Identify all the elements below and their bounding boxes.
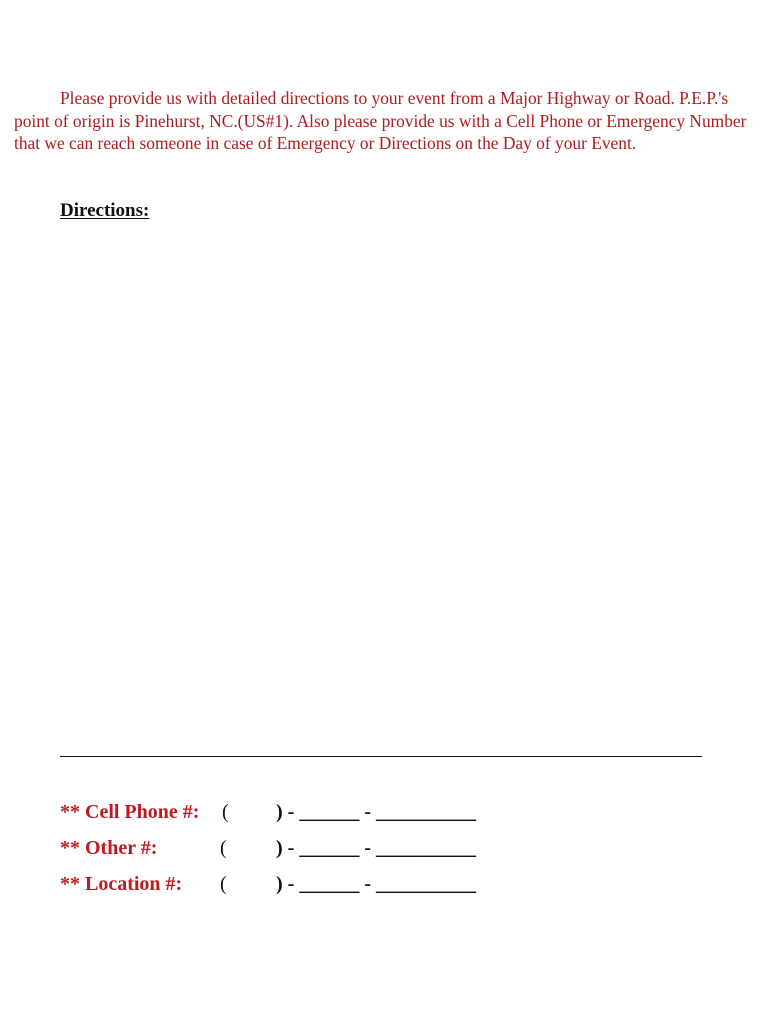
other-number-label: ** Other #: bbox=[60, 837, 158, 859]
intro-paragraph: Please provide us with detailed directions to your event from a Major Highway or Road. P.E.P.'s point of origin is Pinehurst, NC.(US#1). Also please provide us with a Cell Phone or Emergency Number that we can reach someone in case of Emergency or Directions on the Day of your Event. bbox=[14, 88, 747, 154]
location-number-blanks[interactable]: ) - ______ - __________ bbox=[276, 873, 476, 895]
location-number-area-code-open: ( bbox=[220, 873, 227, 895]
other-number-area-code-open: ( bbox=[220, 837, 227, 859]
directions-heading: Directions: bbox=[60, 200, 150, 221]
cell-phone-number-blanks[interactable]: ) - ______ - __________ bbox=[276, 801, 476, 823]
cell-phone-area-code-open: ( bbox=[222, 801, 229, 823]
cell-phone-label: ** Cell Phone #: bbox=[60, 801, 200, 823]
other-number-blanks[interactable]: ) - ______ - __________ bbox=[276, 837, 476, 859]
directions-answer-line[interactable] bbox=[60, 756, 702, 757]
location-number-label: ** Location #: bbox=[60, 873, 183, 895]
